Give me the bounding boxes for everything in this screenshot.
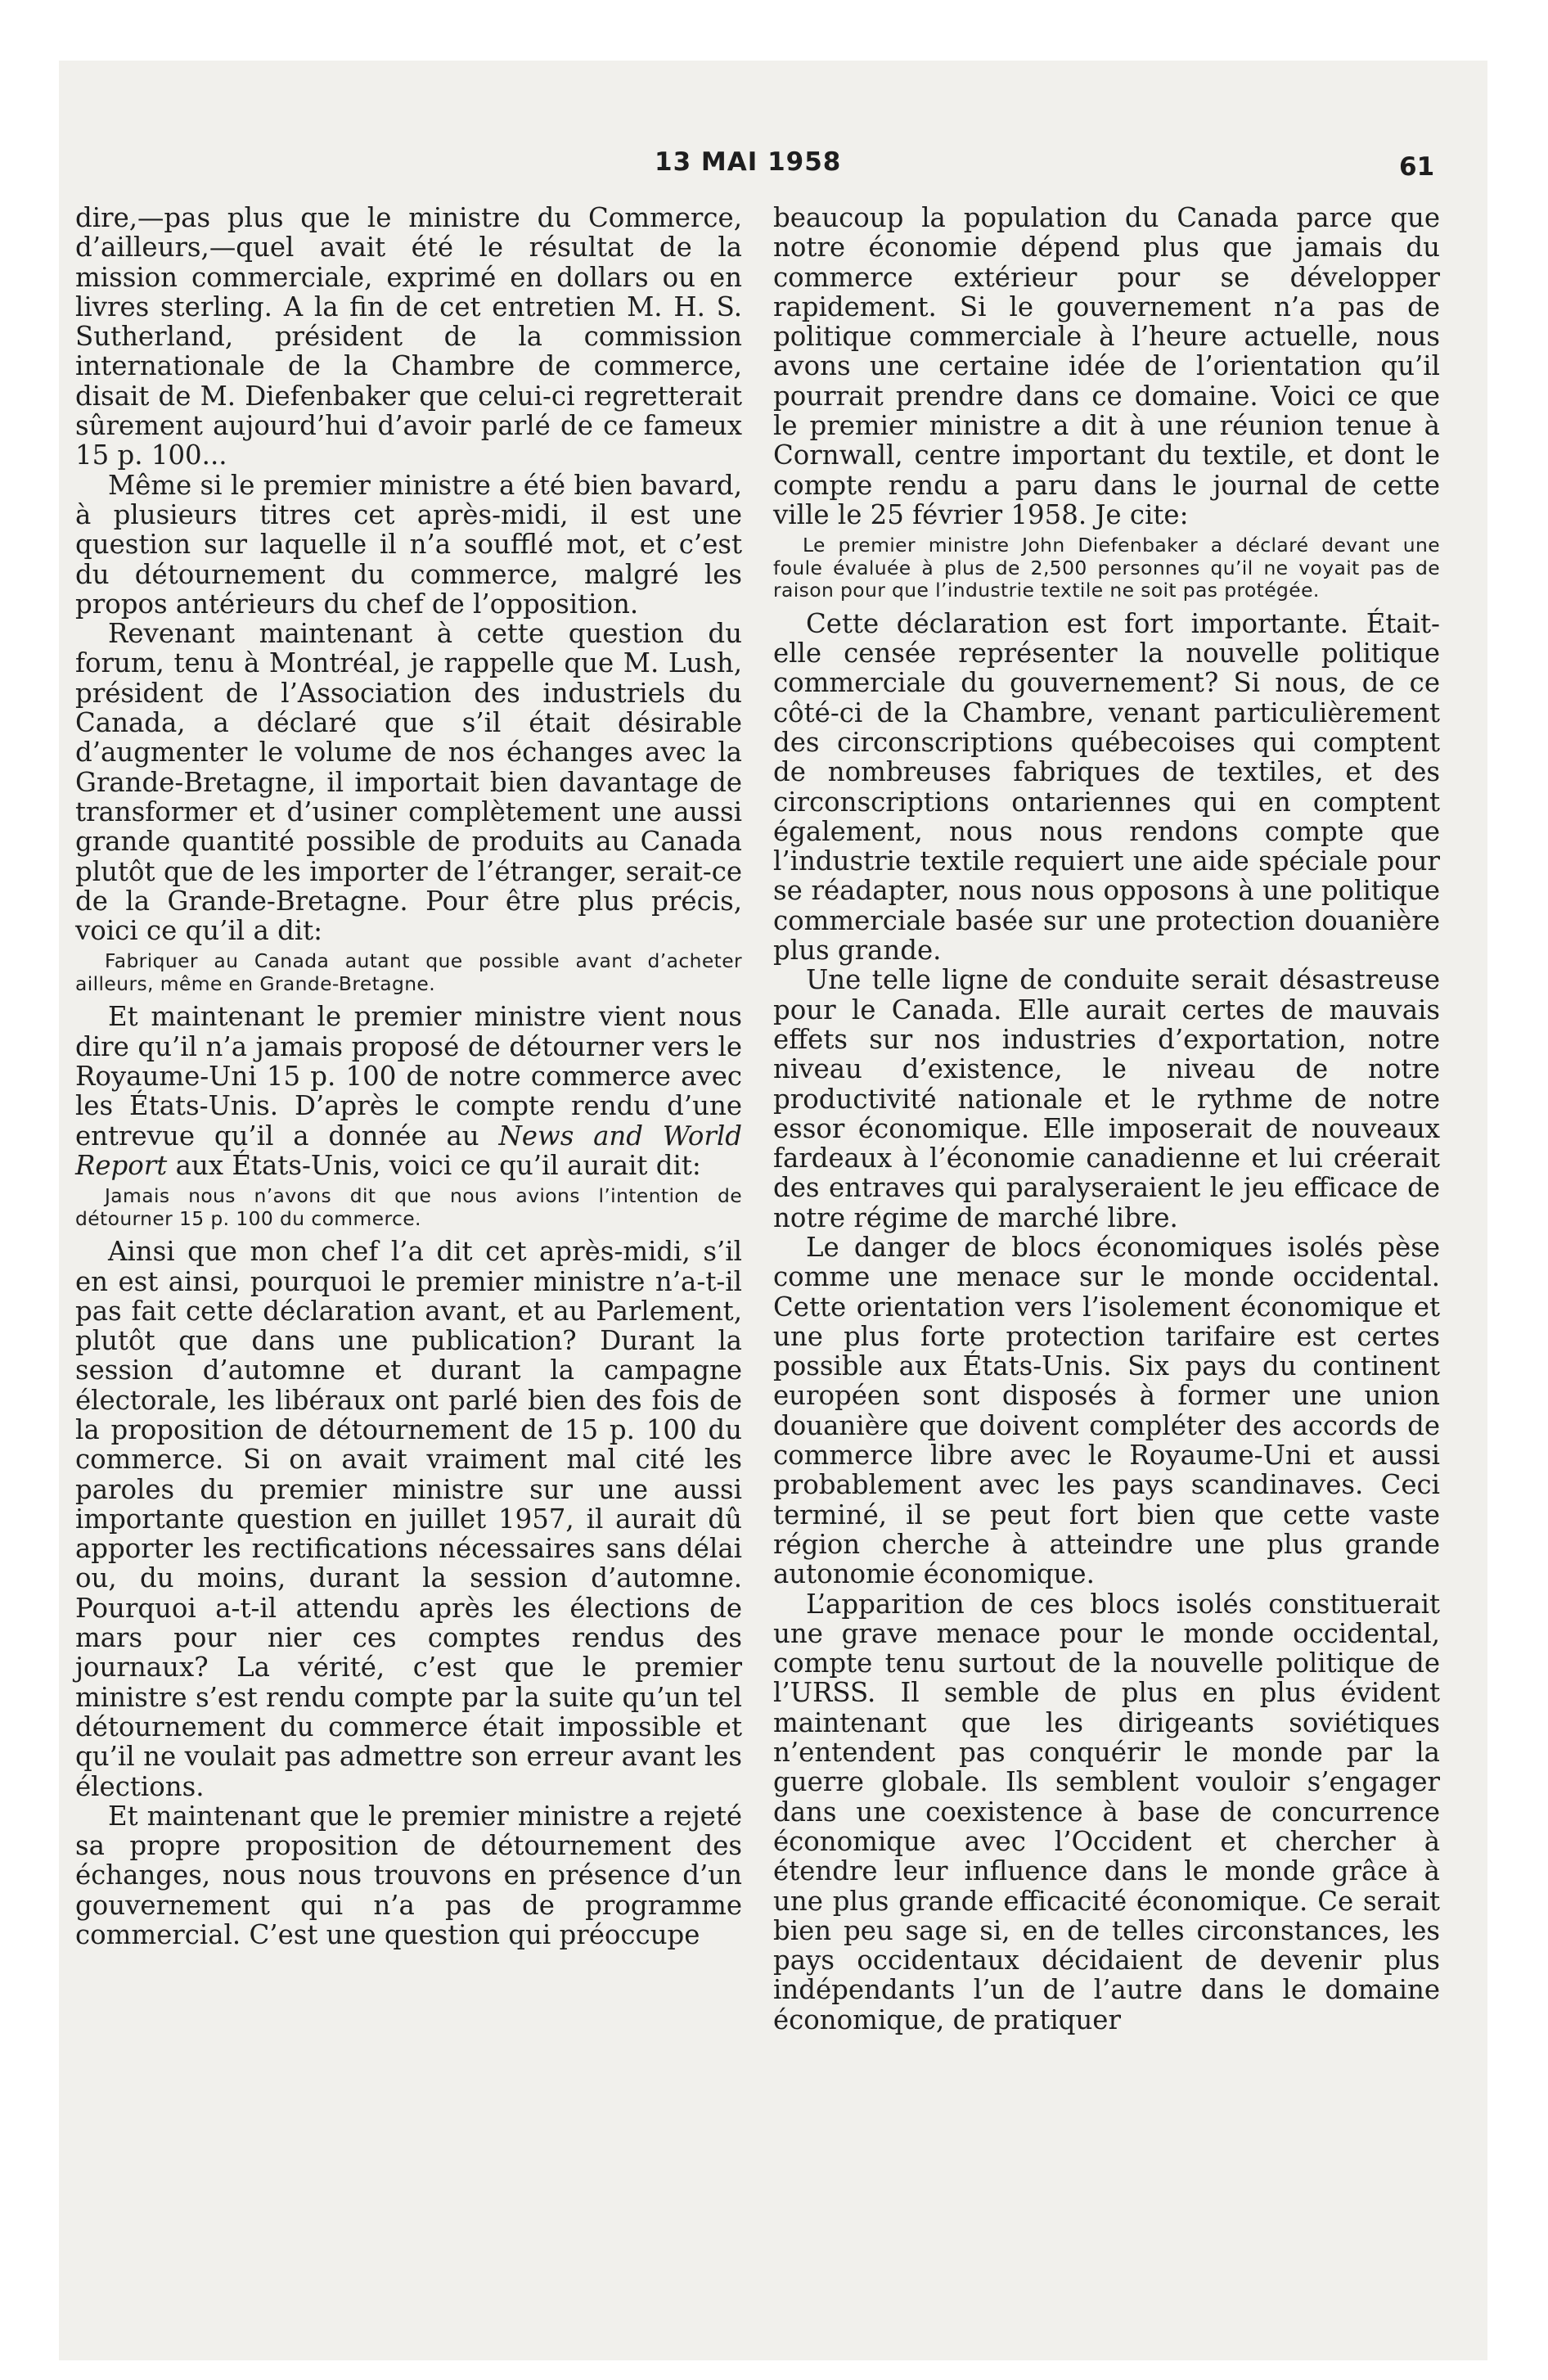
page-header	[0, 147, 1548, 196]
right-column	[773, 203, 1440, 2035]
paragraph: Cette déclaration est fort importante. Était-elle censée représenter la nouvelle politique commerciale du gouvernement? Si nous, de ce côté-ci de la Chambre, venant particulièrement des circonscriptions québecoises qui comptent de nombreuses fabriques de textiles, et des circonscriptions ontariennes qui en comptent également, nous nous rendons compte que l’industrie textile requiert une aide spéciale pour se réadapter, nous nous opposons à une politique commerciale basée sur une protection douanière plus grande.	[773, 607, 1440, 967]
paragraph: dire,—pas plus que le ministre du Commerce, d’ailleurs,—quel avait été le résultat de la mission commerciale, exprimé en dollars ou en livres sterling. A la fin de cet entretien M. H. S. Sutherland, président de la commission internationale de la Chambre de commerce, disait de M. Diefenbaker que celui-ci regretterait sûrement aujourd’hui d’avoir parlé de ce fameux 15 p. 100...	[75, 202, 742, 471]
paragraph: Une telle ligne de conduite serait désastreuse pour le Canada. Elle aurait certes de mauvais effets sur nos industries d’exportation, notre niveau d’existence, le niveau de notre productivité nationale et le rythme de notre essor économique. Elle imposerait de nouveaux fardeaux à l’économie canadienne et lui créerait des entraves qui paralyseraient le jeu efficace de notre régime de marché libre.	[773, 964, 1440, 1233]
page-number: 61	[1399, 152, 1435, 182]
paragraph: beaucoup la population du Canada parce que notre économie dépend plus que jamais du commerce extérieur pour se développer rapidement. Si le gouvernement n’a pas de politique commerciale à l’heure actuelle, nous avons une certaine idée de l’orientation qu’il pourrait prendre dans ce domaine. Voici ce que le premier ministre a dit à une réunion tenue à Cornwall, centre important du textile, et dont le compte rendu a paru dans le journal de cette ville le 25 février 1958. Je cite:	[773, 202, 1440, 530]
block-quote: Jamais nous n’avons dit que nous avions l’intention de détourner 15 p. 100 du commerce.	[75, 1184, 742, 1230]
paragraph-text: Et maintenant le premier ministre vient nous dire qu’il n’a jamais proposé de détourner vers le Royaume-Uni 15 p. 100 de notre commerce avec les États-Unis. D’après le compte rendu d’une entrevue qu’il a donnée au	[75, 1001, 742, 1152]
paragraph-text: aux États-Unis, voici ce qu’il aurait dit:	[175, 1149, 701, 1181]
paragraph	[75, 1002, 742, 1180]
publication-title: News and World Report	[75, 1120, 742, 1181]
block-quote: Fabriquer au Canada autant que possible avant d’acheter ailleurs, même en Grande-Bretagne.	[75, 949, 742, 995]
paragraph: Revenant maintenant à cette question du forum, tenu à Montréal, je rappelle que M. Lush, président de l’Association des industriels du Canada, a déclaré que s’il était désirable d’augmenter le volume de nos échanges avec la Grande-Bretagne, il importait bien davantage de transformer et d’usiner complètement une aussi grande quantité possible de produits au Canada plutôt que de les importer de l’étranger, serait-ce de la Grande-Bretagne. Pour être plus précis, voici ce qu’il a dit:	[75, 618, 742, 947]
paragraph: Le danger de blocs économiques isolés pèse comme une menace sur le monde occidental. Cette orientation vers l’isolement économique et une plus forte protection tarifaire est certes possible aux États-Unis. Six pays du continent européen sont disposés à former une union douanière que doivent compléter des accords de commerce libre avec le Royaume-Uni et aussi probablement avec les pays scandinaves. Ceci terminé, il se peut fort bien que cette vaste région cherche à atteindre une plus grande autonomie économique.	[773, 1232, 1440, 1590]
paragraph: Ainsi que mon chef l’a dit cet après-midi, s’il en est ainsi, pourquoi le premier ministre n’a-t-il pas fait cette déclaration avant, et au Parlement, plutôt que dans une publication? Durant la session d’automne et durant la campagne électorale, les libéraux ont parlé bien des fois de la proposition de détournement de 15 p. 100 du commerce. Si on avait vraiment mal cité les paroles du premier ministre sur une aussi importante question en juillet 1957, il aurait dû apporter les rectifications nécessaires sans délai ou, du moins, durant la session d’automne. Pourquoi a-t-il attendu après les élections de mars pour nier ces comptes rendus des journaux? La vérité, c’est que le premier ministre s’est rendu compte par la suite qu’un tel détournement du commerce était impossible et qu’il ne voulait pas admettre son erreur avant les élections.	[75, 1236, 742, 1802]
left-column	[75, 203, 742, 1950]
header-date: 13 MAI 1958	[655, 147, 842, 177]
paragraph: Et maintenant que le premier ministre a rejeté sa propre proposition de détournement des échanges, nous nous trouvons en présence d’un gouvernement qui n’a pas de programme commercial. C’est une question qui préoccupe	[75, 1800, 742, 1951]
paragraph: Même si le premier ministre a été bien bavard, à plusieurs titres cet après-midi, il est une question sur laquelle il n’a soufflé mot, et c’est du détournement du commerce, malgré les propos antérieurs du chef de l’opposition.	[75, 469, 742, 620]
paragraph: L’apparition de ces blocs isolés constituerait une grave menace pour le monde occidental, compte tenu surtout de la nouvelle politique de l’URSS. Il semble de plus en plus évident maintenant que les dirigeants soviétiques n’entendent pas conquérir le monde par la guerre globale. Ils semblent vouloir s’engager dans une coexistence à base de concurrence économique avec l’Occident et chercher à étendre leur influence dans le monde grâce à une plus grande efficacité économique. Ce serait bien peu sage si, en de telles circonstances, les pays occidentaux décidaient de devenir plus indépendants l’un de l’autre dans le domaine économique, de pratiquer	[773, 1588, 1440, 2035]
block-quote: Le premier ministre John Diefenbaker a déclaré devant une foule évaluée à plus de 2,500 personnes qu’il ne voyait pas de raison pour que l’industrie textile ne soit pas protégée.	[773, 534, 1440, 602]
